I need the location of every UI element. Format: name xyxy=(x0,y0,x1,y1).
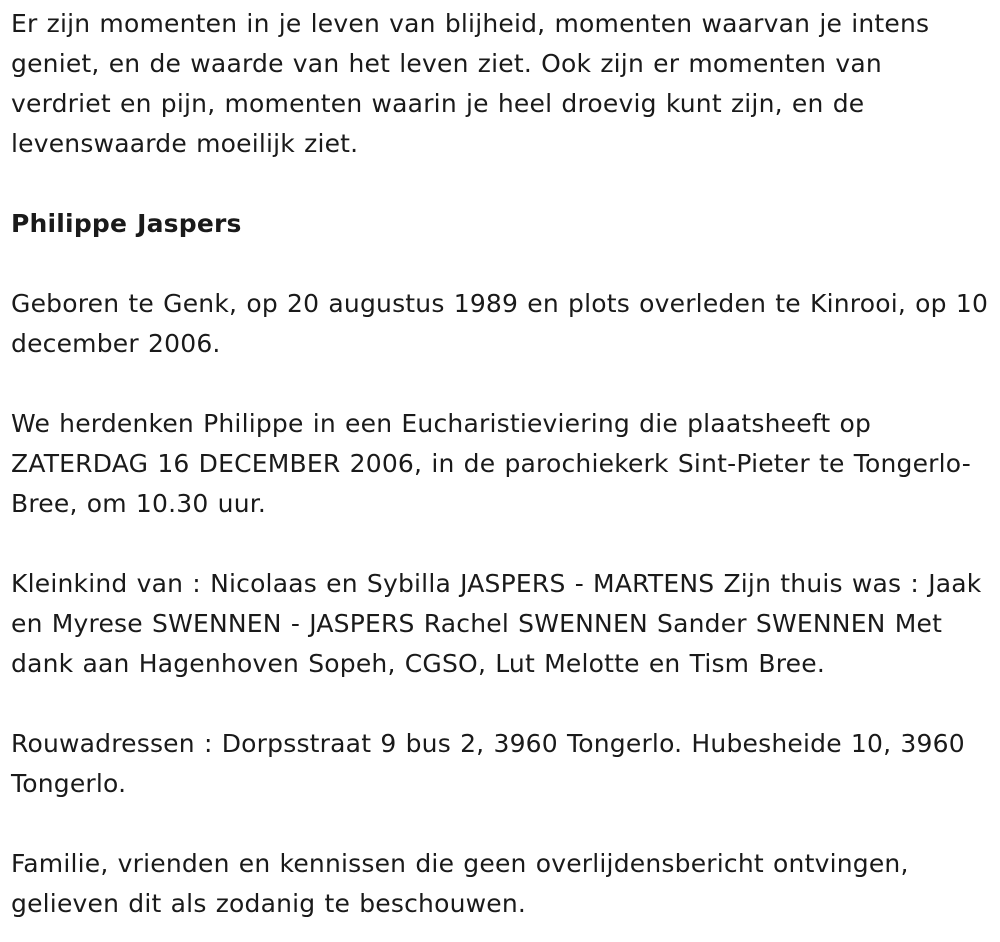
family-paragraph: Kleinkind van : Nicolaas en Sybilla JASPERS - MARTENS Zijn thuis was : Jaak en Myrese SWENNEN - JASPERS Rachel SWENNEN Sander SWENNEN Met dank aan Hagenhoven Sopeh, CGSO, Lut Melotte en Tism Bree. xyxy=(11,569,982,678)
ceremony-paragraph: We herdenken Philippe in een Eucharistieviering die plaatsheeft op ZATERDAG 16 DECEMBER 2006, in de parochiekerk Sint-Pieter te Tongerlo-Bree, om 10.30 uur. xyxy=(11,409,971,518)
birth-death-paragraph: Geboren te Genk, op 20 augustus 1989 en plots overleden te Kinrooi, op 10 december 2006. xyxy=(11,289,989,358)
deceased-name: Philippe Jaspers xyxy=(11,209,242,238)
intro-paragraph: Er zijn momenten in je leven van blijheid, momenten waarvan je intens geniet, en de waarde van het leven ziet. Ook zijn er momenten van verdriet en pijn, momenten waarin je heel droevig kunt zijn, en de levenswaarde moeilijk ziet. xyxy=(11,9,930,158)
closing-paragraph: Familie, vrienden en kennissen die geen overlijdensbericht ontvingen, gelieven dit als zodanig te beschouwen. xyxy=(11,849,909,918)
addresses-paragraph: Rouwadressen : Dorpsstraat 9 bus 2, 3960 Tongerlo. Hubesheide 10, 3960 Tongerlo. xyxy=(11,729,965,798)
